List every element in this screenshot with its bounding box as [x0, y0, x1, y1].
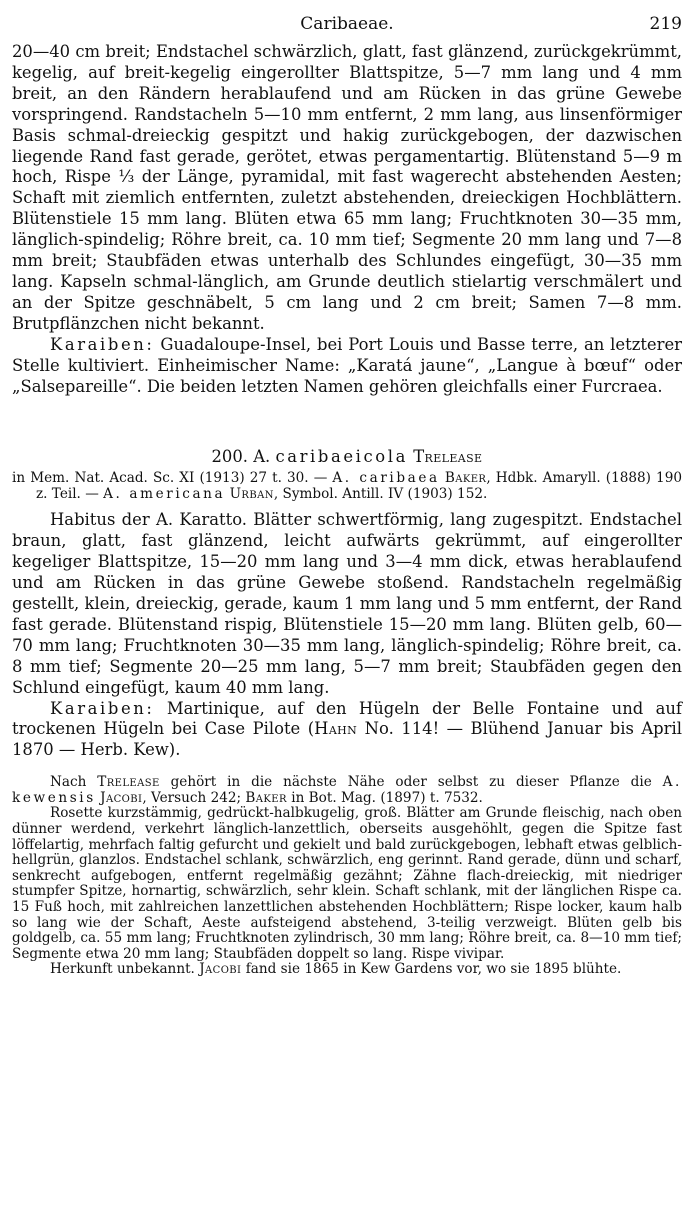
distribution-text-2b: No. 114! — Blühend Januar bis April 1870 — Herb. Kew). — [12, 719, 682, 760]
species-epithet: caribaeicola — [275, 447, 408, 467]
region-label-2: Karaiben: — [50, 698, 155, 718]
note1-text-3: , Versuch 242; — [142, 789, 246, 806]
note3-text-2: fand sie 1865 in Kew Gardens vor, wo sie 1895 blühte. — [241, 961, 622, 978]
page-number: 219 — [649, 14, 682, 34]
species-description-paragraph: Habitus der A. Karatto. Blätter schwertförmig, lang zugespitzt. Endstachel braun, glatt, fast glänzend, leicht aufwärts gekrümmt, auf eingerollter kegeliger Blattspitze, 15—20 mm lang und 3—4 mm dick, etwas herablaufend und am Rücken in das grüne Gewebe stoßend. Randstacheln regelmäßig gestellt, klein, dreieckig, gerade, kaum 1 mm lang und 5 mm entfernt, der Rand fast gerade. Blütenstand rispig, Blütenstiele 15—20 mm lang. Blüten gelb, 60—70 mm lang; Fruchtknoten 30—35 mm lang, länglich-spindelig; Röhre breit, ca. 8 mm tief; Segmente 20—25 mm lang, 5—7 mm breit; Staubfäden gegen den Schlund eingefügt, kaum 40 mm lang. — [12, 510, 682, 697]
citation-text-2: , Hdbk. Amaryll. (1888) 190 z. Teil. — — [36, 470, 683, 502]
note1-text-4: in Bot. Mag. (1897) t. 7532. — [286, 789, 483, 806]
note1-text-2: gehört in die nächste Nähe oder selbst zu dieser Pflanze die — [159, 774, 663, 791]
species-author: Trelease — [413, 447, 483, 467]
species-distribution-paragraph — [12, 699, 682, 762]
region-label: Karaiben: — [50, 334, 155, 354]
note-paragraph-1 — [12, 775, 682, 806]
note3-author: Jacobi — [199, 961, 242, 978]
synonym-2: A. americana — [103, 485, 226, 502]
citation-block — [12, 471, 682, 502]
running-header — [12, 8, 682, 42]
running-title: Caribaeae. — [300, 14, 394, 34]
distribution-text-2a: Martinique, auf den Hügeln der Belle Fontaine und auf trockenen Hügeln bei Case Pilote ( — [12, 698, 682, 739]
note1-author-3: Baker — [245, 789, 287, 806]
species-heading — [12, 447, 682, 467]
synonym-1: A. caribaea — [332, 470, 440, 487]
note1-text-1: Nach — [50, 774, 98, 791]
note1-author-2: Jacobi — [100, 789, 143, 806]
note1-author-1: Trelease — [97, 774, 160, 791]
note-paragraph-3 — [12, 962, 682, 978]
collector-name: Hahn — [314, 719, 358, 739]
distribution-text: Guadaloupe-Insel, bei Port Louis und Basse terre, an letzterer Stelle kultiviert. Einheimischer Name: „Karatá jaune“, „Langue à bœuf“ oder „Salsepareille“. Die beiden letzten Namen gehören gleichfalls einer Furcraea. — [12, 334, 682, 396]
species-number: 200. A. — [211, 447, 276, 467]
citation-text-1: in Mem. Nat. Acad. Sc. XI (1913) 27 t. 30. — — [12, 470, 333, 487]
synonym-2-author: Urban — [229, 485, 274, 502]
synonym-1-author: Baker — [444, 470, 487, 487]
citation-text-3: , Symbol. Antill. IV (1903) 152. — [273, 485, 488, 502]
note-paragraph-2: Rosette kurzstämmig, gedrückt-halbkugelig, groß. Blätter am Grunde fleischig, nach oben dünner werdend, verkehrt länglich-lanzettlich, oberseits ausgehöhlt, gegen die Spitze fast löffelartig, mehrfach faltig gefurcht und gekielt und bald zurückgebogen, lebhaft etwas gelblich-hellgrün, glanzlos. Endstachel schlank, schwärzlich, eng gerinnt. Rand gerade, dünn und scharf, senkrecht aufgebogen, entfernt regelmäßig gezähnt; Zähne flach-dreieckig, mit niedriger stumpfer Spitze, hornartig, schwärzlich, sehr klein. Schaft schlank, mit der länglichen Rispe ca. 15 Fuß hoch, mit zahlreichen lanzettlichen abstehenden Hochblättern; Rispe locker, kaum halb so lang wie der Schaft, Aeste aufsteigend abstehend, 3-teilig verzweigt. Blüten gelb bis goldgelb, ca. 55 mm lang; Fruchtknoten zylindrisch, 30 mm lang; Röhre breit, ca. 8—10 mm tief; Segmente etwa 20 mm lang; Staubfäden doppelt so lang. Rispe vivipar. — [12, 805, 682, 962]
distribution-paragraph — [12, 335, 682, 398]
note3-text-1: Herkunft unbekannt. — [50, 961, 200, 978]
note1-species: A. kewensis — [12, 774, 682, 806]
description-paragraph: 20—40 cm breit; Endstachel schwärzlich, glatt, fast glänzend, zurückgekrümmt, kegelig, auf breit-kegelig eingerollter Blattspitze, 5—7 mm lang und 4 mm breit, an den Rändern herablaufend und am Rücken in das grüne Gewebe vorspringend. Randstacheln 5—10 mm entfernt, 2 mm lang, aus linsenförmiger Basis schmal-dreieckig gespitzt und hakig zurückgebogen, der dazwischen liegende Rand fast gerade, gerötet, etwas pergamentartig. Blütenstand 5—9 m hoch, Rispe ⅓ der Länge, pyramidal, mit fast wagerecht abstehenden Aesten; Schaft mit ziemlich entfernten, zuletzt abstehenden, dreieckigen Hochblättern. Blütenstiele 15 mm lang. Blüten etwa 65 mm lang; Fruchtknoten 30—35 mm, länglich-spindelig; Röhre breit, ca. 10 mm tief; Segmente 20 mm lang und 7—8 mm breit; Staubfäden etwas unterhalb des Schlundes eingefügt, 30—35 mm lang. Kapseln schmal-länglich, am Grunde deutlich stielartig verschmälert und an der Spitze geschnäbelt, 5 cm lang und 2 cm breit; Samen 7—8 mm. Brutpflänzchen nicht bekannt. — [12, 42, 682, 333]
